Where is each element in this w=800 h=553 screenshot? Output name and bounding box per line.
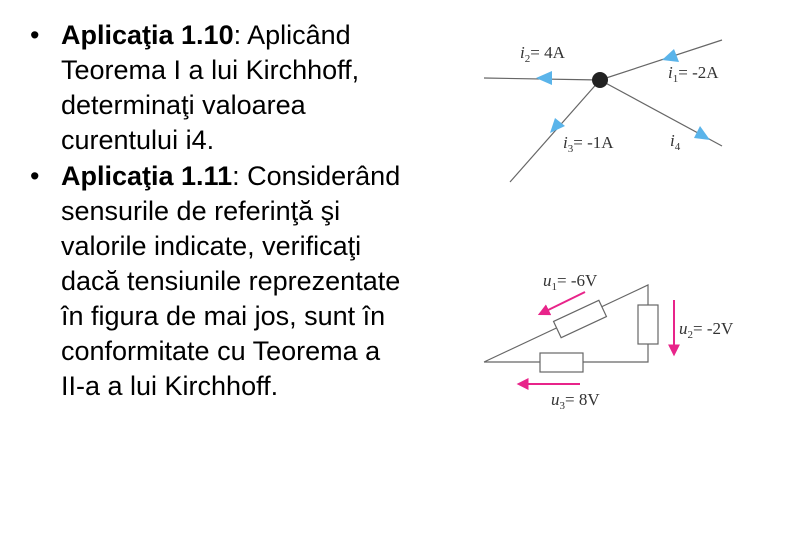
node-diagram [484, 40, 722, 182]
app-1-11-title: Aplicaţia 1.11 [61, 161, 233, 191]
label-u3: $u_3= 8V$ [551, 390, 600, 412]
label-i3: $i_3= -1A$ [563, 133, 614, 155]
bullet-dot: • [30, 161, 40, 191]
bullet-dot: • [30, 20, 40, 50]
app-1-10-title: Aplicaţia 1.10 [61, 20, 234, 50]
label-i4: $i_4$ [670, 131, 681, 153]
label-i1: $i_1= -2A$ [668, 63, 719, 85]
label-u1: $u_1= -6V$ [543, 271, 598, 293]
resistor-u1 [554, 300, 607, 337]
arrow-i2-icon [536, 71, 552, 85]
junction-node [592, 72, 608, 88]
arrow-i4-icon [694, 126, 710, 140]
label-u2: $u_2= -2V$ [679, 319, 734, 341]
loop-diagram [484, 271, 734, 412]
resistor-u3 [540, 353, 583, 372]
resistor-u2 [638, 305, 658, 344]
arrow-i3-icon [550, 118, 565, 133]
arrow-i1-icon [662, 49, 679, 62]
app-1-11-text: : Considerând sensurile de referinţă şi valorile indicate, verificaţi dacă tensiunile reprezentate în figura de mai jos, sunt în conformitate cu Teorema a II-a a lui Kirchhoff. [61, 161, 401, 401]
label-i2: $i_2= 4A$ [520, 43, 565, 65]
branch-i3 [510, 80, 600, 182]
app-1-10-text: : Aplicând Teorema I a lui Kirchhoff, determinaţi valoarea curentului i4. [61, 20, 360, 155]
